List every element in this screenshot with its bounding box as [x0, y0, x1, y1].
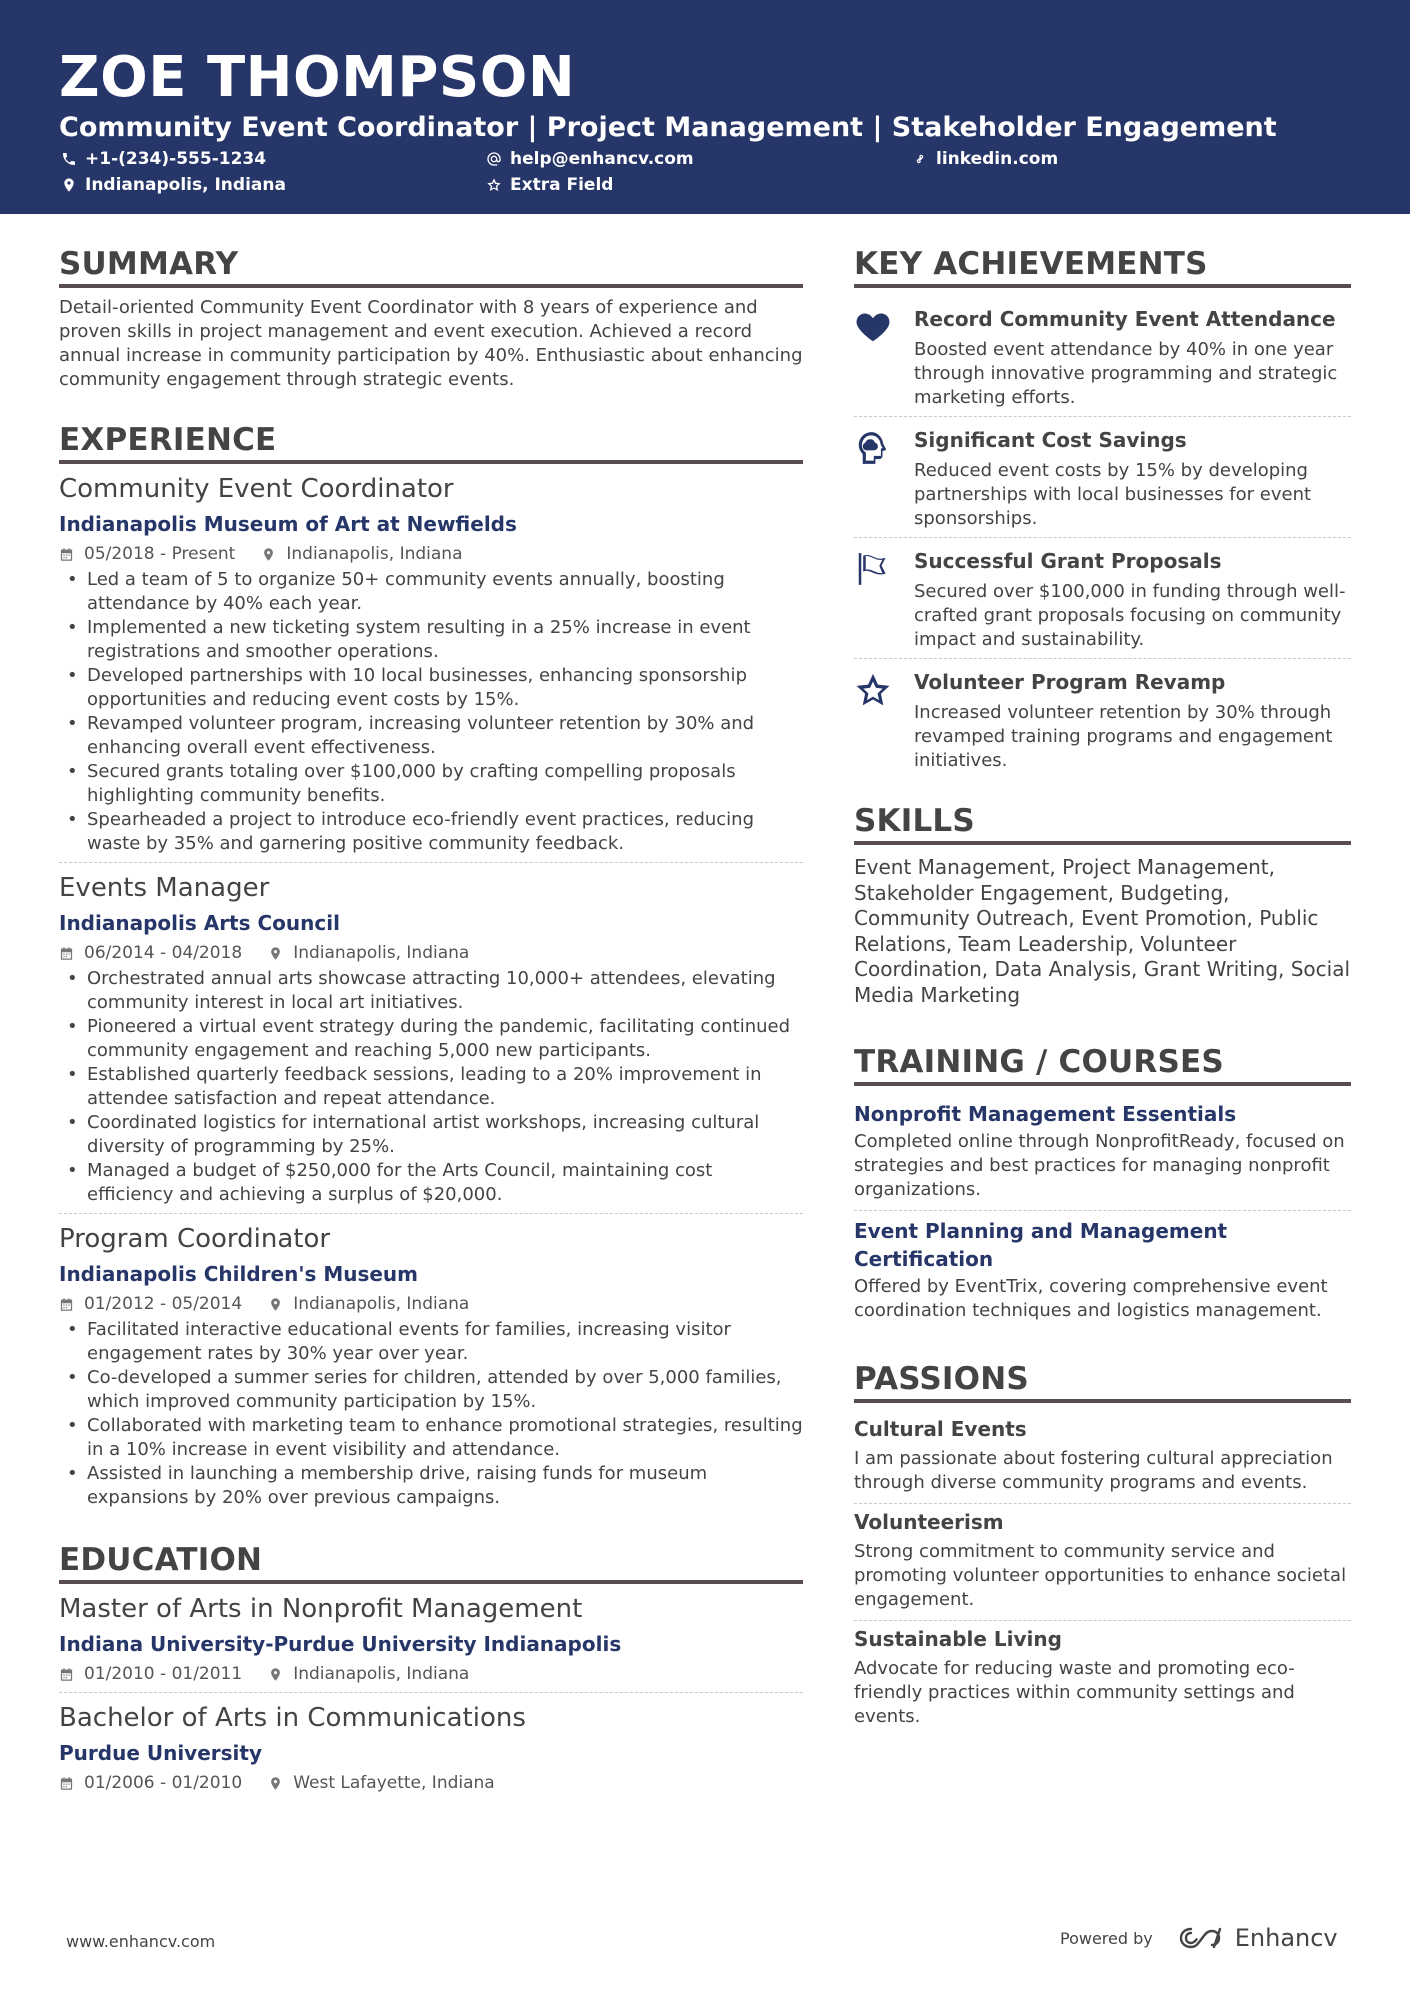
- education-dates: 01/2006 - 01/2010: [84, 1773, 243, 1793]
- job-bullet: • Implemented a new ticketing system resulting in a 25% increase in event registrations and smoother operations.: [59, 616, 803, 664]
- calendar-icon: [59, 547, 74, 562]
- job-dates: 05/2018 - Present: [84, 544, 236, 564]
- head-icon: [854, 429, 892, 467]
- job-bullet: • Pioneered a virtual event strategy during the pandemic, facilitating continued community engagement and reaching 5,000 new participants.: [59, 1015, 803, 1063]
- calendar-icon: [59, 1776, 74, 1791]
- job-location: [268, 941, 469, 965]
- job-bullet: • Led a team of 5 to organize 50+ community events annually, boosting attendance by 40% each year.: [59, 568, 803, 616]
- achievements-title: KEY ACHIEVEMENTS: [854, 244, 1351, 288]
- job-bullet: • Coordinated logistics for international artist workshops, increasing cultural diversity of programming by 25%.: [59, 1111, 803, 1159]
- passion-title: Sustainable Living: [854, 1627, 1062, 1651]
- job-bullet: • Secured grants totaling over $100,000 by crafting compelling proposals highlighting community benefits.: [59, 760, 803, 808]
- achievement-desc: Increased volunteer retention by 30% through revamped training programs and engagement initiatives.: [914, 702, 1333, 771]
- achievement-title: Record Community Event Attendance: [914, 307, 1336, 331]
- job-bullet: • Spearheaded a project to introduce eco-friendly event practices, reducing waste by 35% and garnering positive community feedback.: [59, 808, 803, 856]
- education-entry: [59, 1701, 803, 1801]
- course-title: Event Planning and Management Certification: [854, 1219, 1228, 1271]
- achievement-title: Volunteer Program Revamp: [914, 670, 1226, 694]
- enhancv-logo-icon: [1179, 1925, 1227, 1951]
- passion-title: Volunteerism: [854, 1510, 1004, 1534]
- job-location-text: Indianapolis, Indiana: [293, 1294, 470, 1314]
- contact-linkedin: [912, 148, 1058, 170]
- email-text[interactable]: help@enhancv.com: [510, 149, 694, 169]
- education-meta: [59, 1771, 803, 1795]
- powered-by-text: Powered by: [1060, 1928, 1153, 1948]
- achievement-title: Successful Grant Proposals: [914, 549, 1222, 573]
- passion-item: [854, 1504, 1351, 1621]
- passions-title: PASSIONS: [854, 1359, 1351, 1403]
- education-location-text: West Lafayette, Indiana: [293, 1773, 495, 1793]
- job-bullet: • Collaborated with marketing team to enhance promotional strategies, resulting in a 10% increase in event visibility and attendance.: [59, 1414, 803, 1462]
- experience-section: [59, 420, 803, 1516]
- achievement-desc: Reduced event costs by 15% by developing partnerships with local businesses for event sponsorships.: [914, 460, 1312, 529]
- course-desc: Completed online through NonprofitReady, focused on strategies and best practices for managing nonprofit organizations.: [854, 1131, 1345, 1200]
- link-icon: [912, 151, 928, 167]
- company-name: Indianapolis Children's Museum: [59, 1262, 419, 1286]
- location-pin-icon: [268, 1667, 283, 1682]
- location-text: Indianapolis, Indiana: [85, 175, 286, 195]
- education-entry: [59, 1592, 803, 1693]
- experience-title: EXPERIENCE: [59, 420, 803, 464]
- resume-header: [0, 0, 1410, 214]
- achievements-section: [854, 244, 1351, 779]
- skills-section: [854, 801, 1351, 1008]
- passion-item: [854, 1621, 1351, 1737]
- job-bullets: [59, 1318, 803, 1510]
- degree-title: Master of Arts in Nonprofit Management: [59, 1594, 583, 1624]
- passion-title: Cultural Events: [854, 1417, 1027, 1441]
- calendar-icon: [59, 946, 74, 961]
- job-bullets: [59, 967, 803, 1207]
- linkedin-text[interactable]: linkedin.com: [936, 149, 1059, 169]
- passion-desc: Strong commitment to community service and promoting volunteer opportunities to enhance societal engagement.: [854, 1541, 1347, 1610]
- flag-icon: [854, 550, 892, 588]
- summary-text: Detail-oriented Community Event Coordinator with 8 years of experience and proven skills in project management and event execution. Achieved a record annual increase in community participation by 40%. Enthusiastic about enhancing community engagement through strategic events.: [59, 297, 803, 390]
- calendar-icon: [59, 1667, 74, 1682]
- achievement-desc: Boosted event attendance by 40% in one year through innovative programming and strategic marketing efforts.: [914, 339, 1338, 408]
- star-outline-icon: [486, 177, 502, 193]
- skills-list: Event Management, Project Management, Stakeholder Engagement, Budgeting, Community Outreach, Event Promotion, Public Relations, Team Leadership, Volunteer Coordination, Data Analysis, Grant Writing, Social Media Marketing: [854, 855, 1351, 1007]
- experience-entry: [59, 1222, 803, 1516]
- education-section: [59, 1540, 803, 1801]
- job-location: [261, 542, 462, 566]
- at-icon: [486, 151, 502, 167]
- passions-section: [854, 1359, 1351, 1737]
- job-bullets: [59, 568, 803, 856]
- achievement-title: Significant Cost Savings: [914, 428, 1187, 452]
- job-meta: [59, 941, 803, 965]
- job-bullet: • Revamped volunteer program, increasing volunteer retention by 30% and enhancing overall event effectiveness.: [59, 712, 803, 760]
- education-meta: [59, 1662, 803, 1686]
- calendar-icon: [59, 1297, 74, 1312]
- job-bullet: • Assisted in launching a membership drive, raising funds for museum expansions by 20% over previous campaigns.: [59, 1462, 803, 1510]
- training-title: TRAINING / COURSES: [854, 1042, 1351, 1086]
- education-location: [268, 1771, 495, 1795]
- job-location-text: Indianapolis, Indiana: [293, 943, 470, 963]
- achievement-item: [854, 538, 1351, 659]
- location-pin-icon: [268, 1297, 283, 1312]
- job-meta: [59, 1292, 803, 1316]
- location-pin-icon: [268, 946, 283, 961]
- job-title: Program Coordinator: [59, 1224, 331, 1254]
- star-icon: [854, 671, 892, 709]
- job-title: Events Manager: [59, 873, 270, 903]
- training-section: [854, 1042, 1351, 1331]
- passion-item: [854, 1411, 1351, 1504]
- passion-desc: I am passionate about fostering cultural appreciation through diverse community programs and events.: [854, 1448, 1333, 1493]
- job-title: Community Event Coordinator: [59, 474, 454, 504]
- job-bullet: • Developed partnerships with 10 local businesses, enhancing sponsorship opportunities and reducing event costs by 15%.: [59, 664, 803, 712]
- education-title: EDUCATION: [59, 1540, 803, 1584]
- right-column: [854, 244, 1351, 1737]
- job-bullet: • Orchestrated annual arts showcase attracting 10,000+ attendees, elevating community interest in local art initiatives.: [59, 967, 803, 1015]
- degree-title: Bachelor of Arts in Communications: [59, 1703, 526, 1733]
- contact-location: [61, 174, 286, 196]
- passion-desc: Advocate for reducing waste and promoting eco-friendly practices within community settings and events.: [854, 1658, 1295, 1727]
- course-desc: Offered by EventTrix, covering comprehensive event coordination techniques and logistics management.: [854, 1276, 1328, 1321]
- achievement-item: [854, 417, 1351, 538]
- job-location: [268, 1292, 469, 1316]
- candidate-headline: Community Event Coordinator | Project Management | Stakeholder Engagement: [59, 112, 1277, 143]
- education-location: [268, 1662, 469, 1686]
- candidate-name: ZOE THOMPSON: [59, 45, 576, 110]
- education-dates: 01/2010 - 01/2011: [84, 1664, 243, 1684]
- footer-branding: [1060, 1924, 1338, 1952]
- experience-entry: [59, 472, 803, 863]
- phone-text[interactable]: +1-(234)-555-1234: [85, 149, 267, 169]
- course-item: [854, 1094, 1351, 1211]
- course-title: Nonprofit Management Essentials: [854, 1102, 1237, 1126]
- job-meta: [59, 542, 803, 566]
- job-bullet: • Established quarterly feedback sessions, leading to a 20% improvement in attendee satisfaction and repeat attendance.: [59, 1063, 803, 1111]
- contact-extra: [486, 174, 613, 196]
- location-pin-icon: [261, 547, 276, 562]
- extra-field-text: Extra Field: [510, 175, 614, 195]
- job-bullet: • Managed a budget of $250,000 for the Arts Council, maintaining cost efficiency and achieving a surplus of $20,000.: [59, 1159, 803, 1207]
- skills-title: SKILLS: [854, 801, 1351, 845]
- phone-icon: [61, 151, 77, 167]
- experience-entry: [59, 871, 803, 1214]
- enhancv-brand-text: Enhancv: [1234, 1924, 1338, 1952]
- achievement-item: [854, 296, 1351, 417]
- school-name: Indiana University-Purdue University Indianapolis: [59, 1632, 622, 1656]
- heart-icon: [854, 308, 892, 346]
- company-name: Indianapolis Arts Council: [59, 911, 340, 935]
- job-bullet: • Co-developed a summer series for children, attended by over 5,000 families, which improved community participation by 15%.: [59, 1366, 803, 1414]
- footer-website[interactable]: www.enhancv.com: [66, 1932, 216, 1951]
- achievement-desc: Secured over $100,000 in funding through well-crafted grant proposals focusing on community impact and sustainability.: [914, 581, 1346, 650]
- school-name: Purdue University: [59, 1741, 262, 1765]
- achievement-item: [854, 659, 1351, 779]
- job-bullet: • Facilitated interactive educational events for families, increasing visitor engagement rates by 30% year over year.: [59, 1318, 803, 1366]
- left-column: [59, 244, 803, 1801]
- course-item: [854, 1211, 1351, 1331]
- summary-title: SUMMARY: [59, 244, 803, 288]
- company-name: Indianapolis Museum of Art at Newfields: [59, 512, 517, 536]
- contact-phone: [61, 148, 266, 170]
- location-pin-icon: [61, 177, 77, 193]
- education-location-text: Indianapolis, Indiana: [293, 1664, 470, 1684]
- job-dates: 01/2012 - 05/2014: [84, 1294, 243, 1314]
- contact-email: [486, 148, 694, 170]
- enhancv-logo[interactable]: [1179, 1924, 1338, 1952]
- location-pin-icon: [268, 1776, 283, 1791]
- job-dates: 06/2014 - 04/2018: [84, 943, 243, 963]
- summary-section: [59, 244, 803, 392]
- job-location-text: Indianapolis, Indiana: [286, 544, 463, 564]
